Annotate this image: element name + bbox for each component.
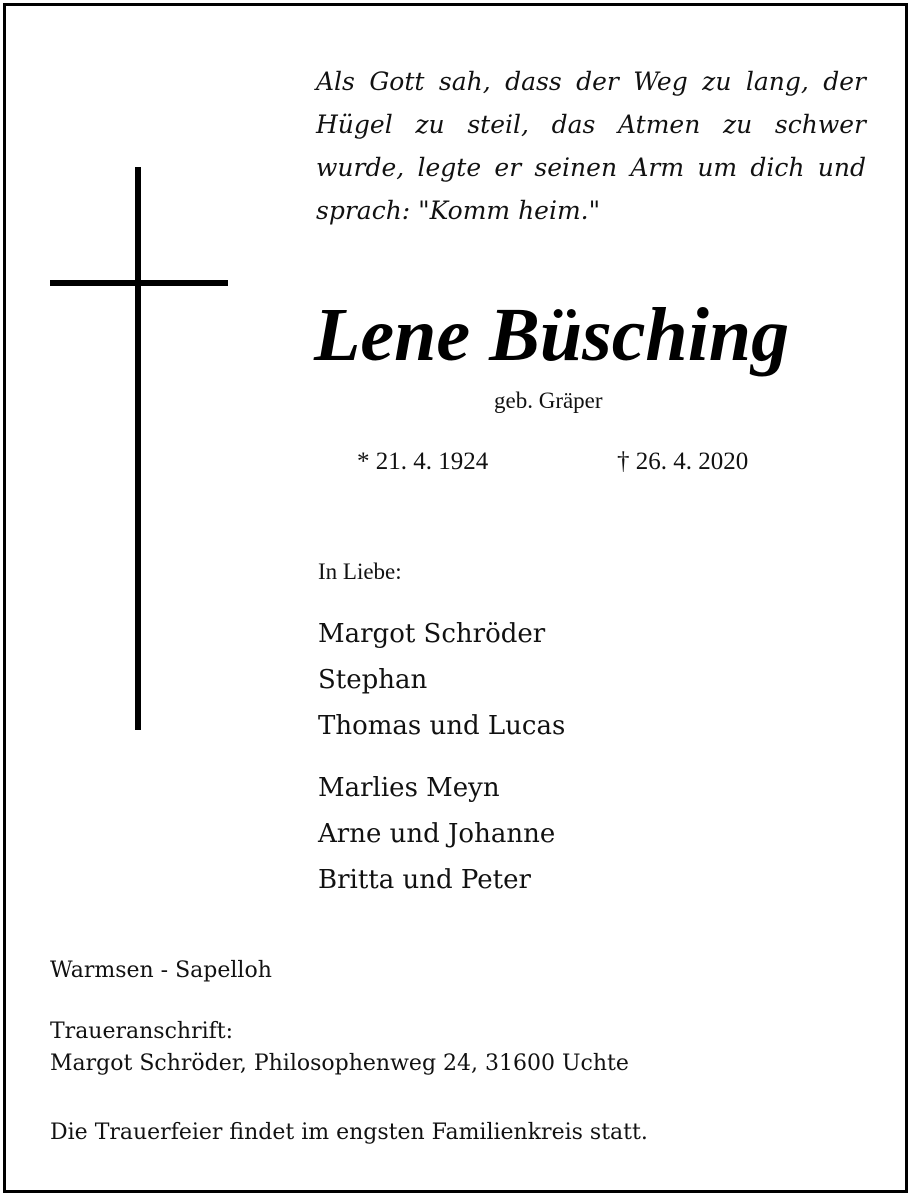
birth-date: * 21. 4. 1924	[357, 448, 489, 475]
memorial-poem: Als Gott sah, dass der Weg zu lang, der Hügel zu steil, das Atmen zu schwer wurde, legte er seinen Arm um dich und sprach: "Komm heim."	[316, 67, 866, 225]
mourning-address	[50, 1016, 629, 1080]
cross-icon-crossbar	[50, 280, 228, 286]
mourner-name: Marlies Meyn	[318, 773, 500, 803]
mourner-name: Britta und Peter	[318, 865, 531, 895]
mourner-name: Margot Schröder	[318, 619, 546, 649]
address-label: Traueranschrift:	[50, 1019, 234, 1044]
funeral-notice: Die Trauerfeier findet im engsten Familienkreis statt.	[50, 1120, 648, 1145]
place-names: Warmsen - Sapelloh	[50, 958, 272, 983]
deceased-name: Lene Büsching	[314, 293, 790, 377]
mourner-name: Arne und Johanne	[318, 819, 556, 849]
cross-icon	[135, 167, 141, 730]
death-date: † 26. 4. 2020	[617, 448, 749, 475]
address-line: Margot Schröder, Philosophenweg 24, 31600 Uchte	[50, 1051, 629, 1076]
mourners-intro: In Liebe:	[318, 559, 402, 584]
mourner-name: Thomas und Lucas	[318, 711, 566, 741]
mourner-name: Stephan	[318, 665, 428, 695]
mourners-group-1	[318, 611, 878, 749]
maiden-name: geb. Gräper	[494, 388, 603, 413]
mourners-group-2	[318, 765, 878, 903]
